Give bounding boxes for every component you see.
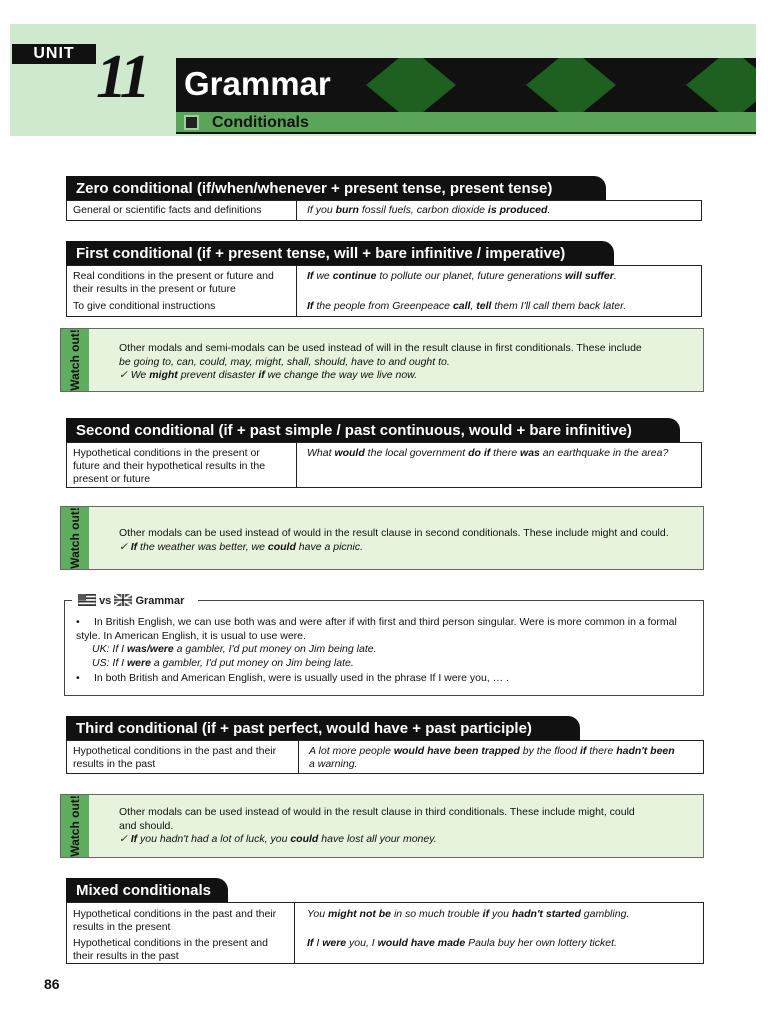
- watch-out-tab: Watch out!: [61, 507, 89, 569]
- first-conditional-title: First conditional (if + present tense, will + bare infinitive / imperative): [66, 241, 614, 267]
- watch-out-text: Other modals can be used instead of would in the result clause in third conditionals. These include might, could and should. ✓ If you hadn't had a lot of luck, you could have lost all your money.: [119, 806, 635, 845]
- zero-conditional-table: [66, 200, 702, 221]
- use-cell: To give conditional instructions: [73, 300, 216, 312]
- watch-out-tab: Watch out!: [61, 329, 89, 391]
- zero-conditional-title: Zero conditional (if/when/whenever + present tense, present tense): [66, 176, 606, 202]
- use-cell: Real conditions in the present or future and their results in the present or future: [73, 270, 274, 295]
- us-flag-icon: [78, 594, 96, 606]
- watch-out-text: Other modals can be used instead of would in the result clause in second conditionals. These include might and could. ✓ If the weather was better, we could have a picnic.: [119, 527, 669, 553]
- example-cell: If we continue to pollute our planet, future generations will suffer.: [307, 270, 617, 282]
- watch-out-box: [60, 328, 704, 392]
- third-conditional-title: Third conditional (if + past perfect, would have + past participle): [66, 716, 580, 742]
- use-cell: Hypothetical conditions in the present and their results in the past: [73, 937, 268, 962]
- watch-out-text: Other modals and semi-modals can be used instead of will in the result clause in first conditionals. These include be going to, can, could, may, might, shall, should, have to and ought to. ✓ We might prevent disaster if we change the way we live now.: [119, 342, 642, 381]
- mixed-conditionals-title: Mixed conditionals: [66, 878, 228, 904]
- uk-vs-us-heading: vs Grammar: [72, 593, 190, 609]
- unit-number: 11: [96, 43, 147, 111]
- watch-out-box: [60, 506, 704, 570]
- mixed-conditionals-table: [66, 902, 704, 964]
- watch-out-tab: Watch out!: [61, 795, 89, 857]
- square-bullet-icon: [184, 115, 199, 130]
- use-cell: General or scientific facts and definitions: [73, 204, 262, 216]
- uk-flag-icon: [114, 594, 132, 606]
- uk-vs-us-text: • In British English, we can use both was and were after if with first and third person singular. Were is more common in a formal style. In American English, it is usual to use were. UK: If I was/were a gambler, I'd put money on Jim being late. US: If I were a gambler, I'd put money on Jim being late. • In both British and American English, were is usually used in the phrase If I were you, … .: [76, 616, 677, 684]
- third-conditional-table: [66, 740, 704, 774]
- second-conditional-title: Second conditional (if + past simple / past continuous, would + bare infinitive): [66, 418, 680, 444]
- page-subtitle: Conditionals: [212, 114, 309, 131]
- first-conditional-table: [66, 265, 702, 317]
- watch-out-box: [60, 794, 704, 858]
- example-cell: You might not be in so much trouble if you hadn't started gambling.: [307, 908, 630, 920]
- example-cell: If I were you, I would have made Paula buy her own lottery ticket.: [307, 937, 617, 949]
- use-cell: Hypothetical conditions in the past and their results in the present: [73, 908, 277, 933]
- example-cell: What would the local government do if there was an earthquake in the area?: [307, 447, 669, 459]
- second-conditional-table: [66, 442, 702, 488]
- unit-label: UNIT: [12, 44, 96, 64]
- example-cell: If you burn fossil fuels, carbon dioxide is produced.: [307, 204, 551, 216]
- use-cell: Hypothetical conditions in the past and their results in the past: [73, 745, 277, 770]
- page-title: Grammar: [184, 65, 331, 102]
- example-cell: If the people from Greenpeace call, tell them I'll call them back later.: [307, 300, 627, 312]
- page-number: 86: [44, 976, 60, 992]
- use-cell: Hypothetical conditions in the present or future and their hypothetical results in the present or future: [73, 447, 266, 485]
- example-cell: A lot more people would have been trapped by the flood if there hadn't been a warning.: [309, 745, 675, 770]
